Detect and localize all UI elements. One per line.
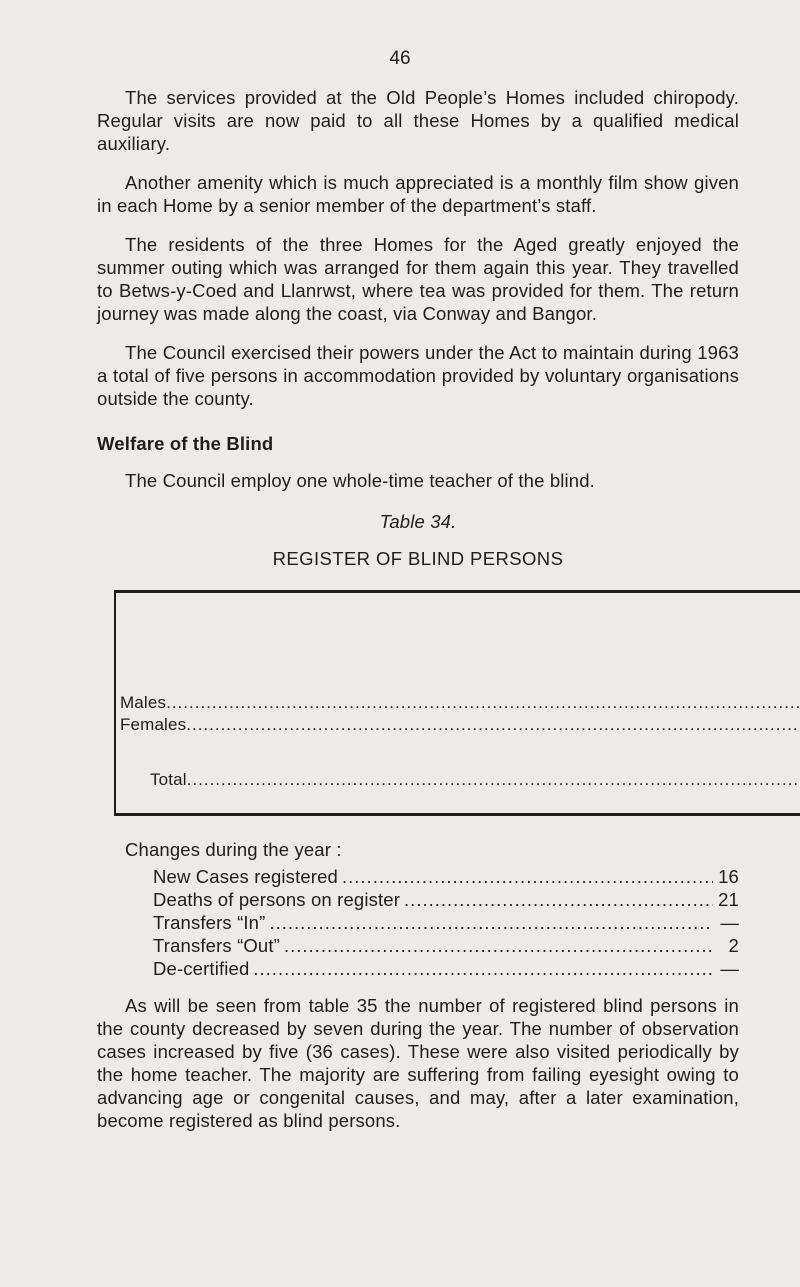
change-label: Deaths of persons on register xyxy=(153,889,401,910)
change-value: 21 xyxy=(718,889,739,910)
page-number: 46 xyxy=(389,48,411,69)
row-label-total: Total xyxy=(150,770,187,789)
paragraph-film-show: Another amenity which is much appreciated is a monthly film show given in each Home by a senior member of the department’s staff. xyxy=(97,172,739,216)
row-label-males: Males xyxy=(120,692,167,712)
list-item xyxy=(153,957,739,980)
change-label: New Cases registered xyxy=(153,866,338,887)
list-item xyxy=(153,888,739,911)
table-row xyxy=(115,714,800,736)
change-value: 16 xyxy=(718,866,739,887)
table-row xyxy=(115,674,800,715)
change-value: — xyxy=(720,958,739,979)
sum-rule-row xyxy=(115,736,800,769)
changes-list xyxy=(125,865,739,980)
list-item xyxy=(153,911,739,934)
section-heading: Welfare of the Blind xyxy=(97,433,274,454)
table-total-row xyxy=(115,769,800,815)
table-caption: Table 34. xyxy=(379,511,457,532)
change-label: Transfers “Out” xyxy=(153,935,280,956)
register-table xyxy=(114,590,800,816)
list-item xyxy=(153,934,739,957)
row-label-females: Females xyxy=(120,715,187,734)
paragraph-chiropody: The services provided at the Old People’s Homes included chiropody. Regular visits are now paid to all these Homes by a qualified medical auxiliary. xyxy=(97,87,739,154)
paragraph-summer-outing: The residents of the three Homes for the Aged greatly enjoyed the summer outing which was arranged for them again this year. They travelled to Betws-y-Coed and Llanrwst, where tea was provided for them. The return journey was made along the coast, via Conway and Bangor. xyxy=(97,234,739,324)
changes-heading: Changes during the year : xyxy=(125,839,342,860)
change-label: Transfers “In” xyxy=(153,912,266,933)
header-blank-cell xyxy=(115,592,800,674)
change-label: De-certified xyxy=(153,958,250,979)
teacher-line: The Council employ one whole-time teacher of the blind. xyxy=(125,470,595,491)
change-value: 2 xyxy=(728,935,739,956)
changes-section xyxy=(97,838,739,980)
table-title: REGISTER OF BLIND PERSONS xyxy=(272,548,564,569)
document-body xyxy=(97,86,739,1148)
change-value: — xyxy=(720,912,739,933)
list-item xyxy=(153,865,739,888)
table-header-row xyxy=(115,592,800,674)
paragraph-accommodation: The Council exercised their powers under the Act to maintain during 1963 a total of five persons in accommodation provided by voluntary organisations outside the county. xyxy=(97,342,739,409)
closing-paragraph: As will be seen from table 35 the number of registered blind persons in the county decreased by seven during the year. The number of observation cases increased by five (36 cases). These were also visited periodically by the home teacher. The majority are suffering from failing eyesight owing to advancing age or congenital causes, and may, after a later examination, become registered as blind persons. xyxy=(97,995,739,1131)
